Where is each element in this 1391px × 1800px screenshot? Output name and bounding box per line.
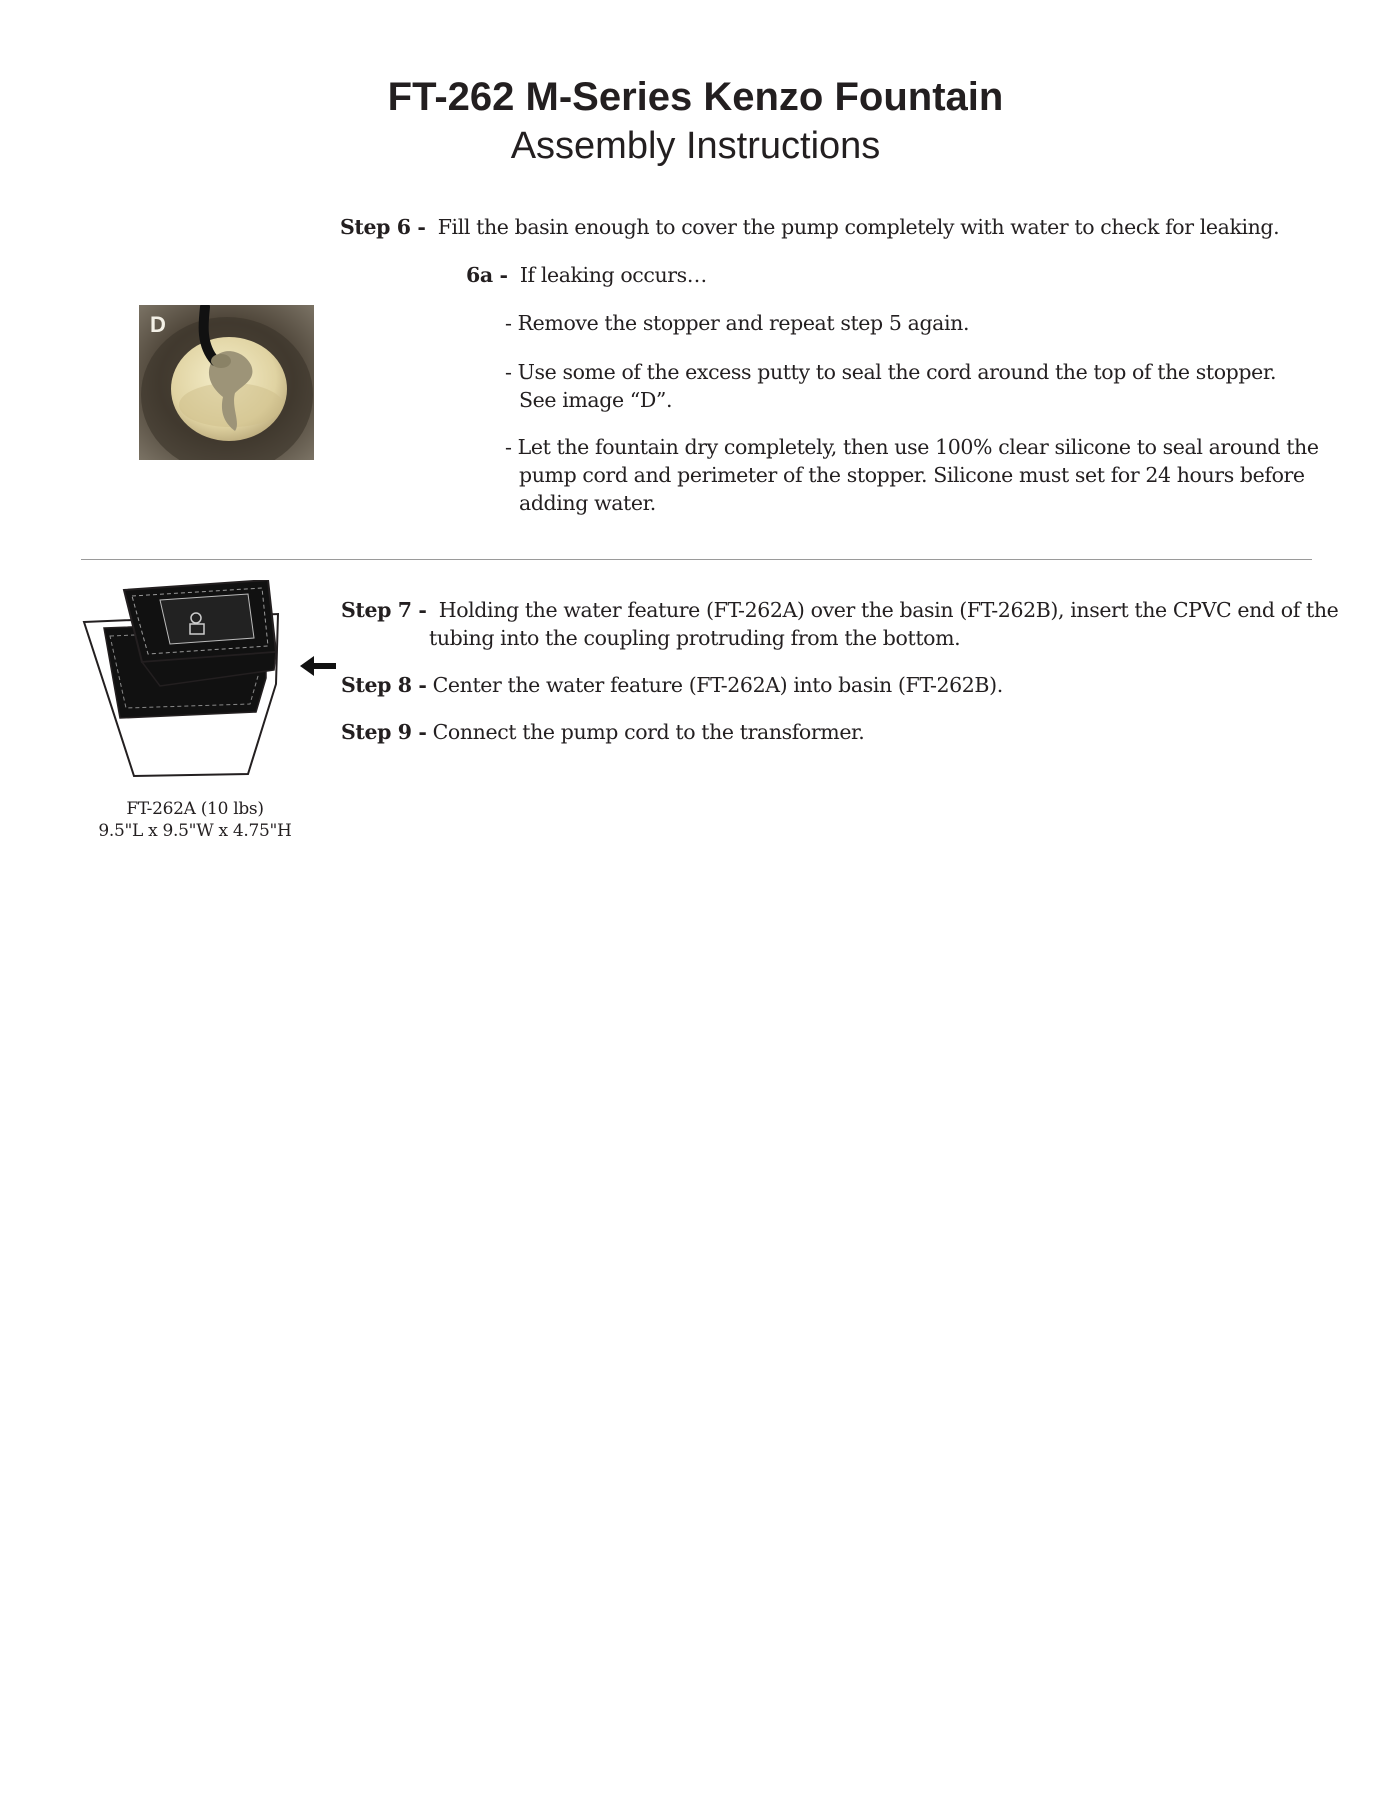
step-7 <box>341 596 1338 652</box>
section-divider <box>81 559 1312 560</box>
step-7-label: Step 7 - <box>341 598 427 622</box>
step-9 <box>341 718 864 746</box>
step-8 <box>341 671 1003 699</box>
step-8-label: Step 8 - <box>341 673 427 697</box>
bullet-silicone <box>505 433 1319 517</box>
bullet-putty-line1: - Use some of the excess putty to seal the cord around the top of the stopper. <box>505 360 1277 384</box>
step-7-line1: Holding the water feature (FT-262A) over the basin (FT-262B), insert the CPVC end of the <box>438 598 1339 622</box>
step-6a-label: 6a - <box>466 263 508 287</box>
document-header <box>0 72 1391 170</box>
photo-d-letter: D <box>150 312 166 337</box>
step-9-text: Connect the pump cord to the transformer. <box>432 720 865 744</box>
step-6-text: Fill the basin enough to cover the pump completely with water to check for leaking. <box>437 215 1280 239</box>
bullet-putty <box>505 358 1276 414</box>
step-6-label: Step 6 - <box>340 215 426 239</box>
product-caption <box>80 798 310 842</box>
caption-weight: FT-262A (10 lbs) <box>126 799 264 819</box>
step-7-line2: tubing into the coupling protruding from the bottom. <box>429 626 961 650</box>
bullet-remove-stopper: - Remove the stopper and repeat step 5 again. <box>505 311 970 335</box>
step-6 <box>340 213 1279 241</box>
step-9-label: Step 9 - <box>341 720 427 744</box>
bullet-silicone-line3: adding water. <box>519 491 656 515</box>
bullet-silicone-line1: - Let the fountain dry completely, then use 100% clear silicone to seal around the <box>505 435 1319 459</box>
bullet-putty-line2: See image “D”. <box>519 388 673 412</box>
step-6a-text: If leaking occurs… <box>519 263 707 287</box>
fountain-assembly-drawing <box>78 580 338 790</box>
page-title: FT-262 M-Series Kenzo Fountain <box>387 75 1004 119</box>
bullet-silicone-line2: pump cord and perimeter of the stopper. Silicone must set for 24 hours before <box>519 463 1305 487</box>
page-subtitle: Assembly Instructions <box>510 125 881 167</box>
step-6a <box>466 261 707 289</box>
caption-dimensions: 9.5"L x 9.5"W x 4.75"H <box>98 821 292 841</box>
step-8-text: Center the water feature (FT-262A) into basin (FT-262B). <box>432 673 1003 697</box>
